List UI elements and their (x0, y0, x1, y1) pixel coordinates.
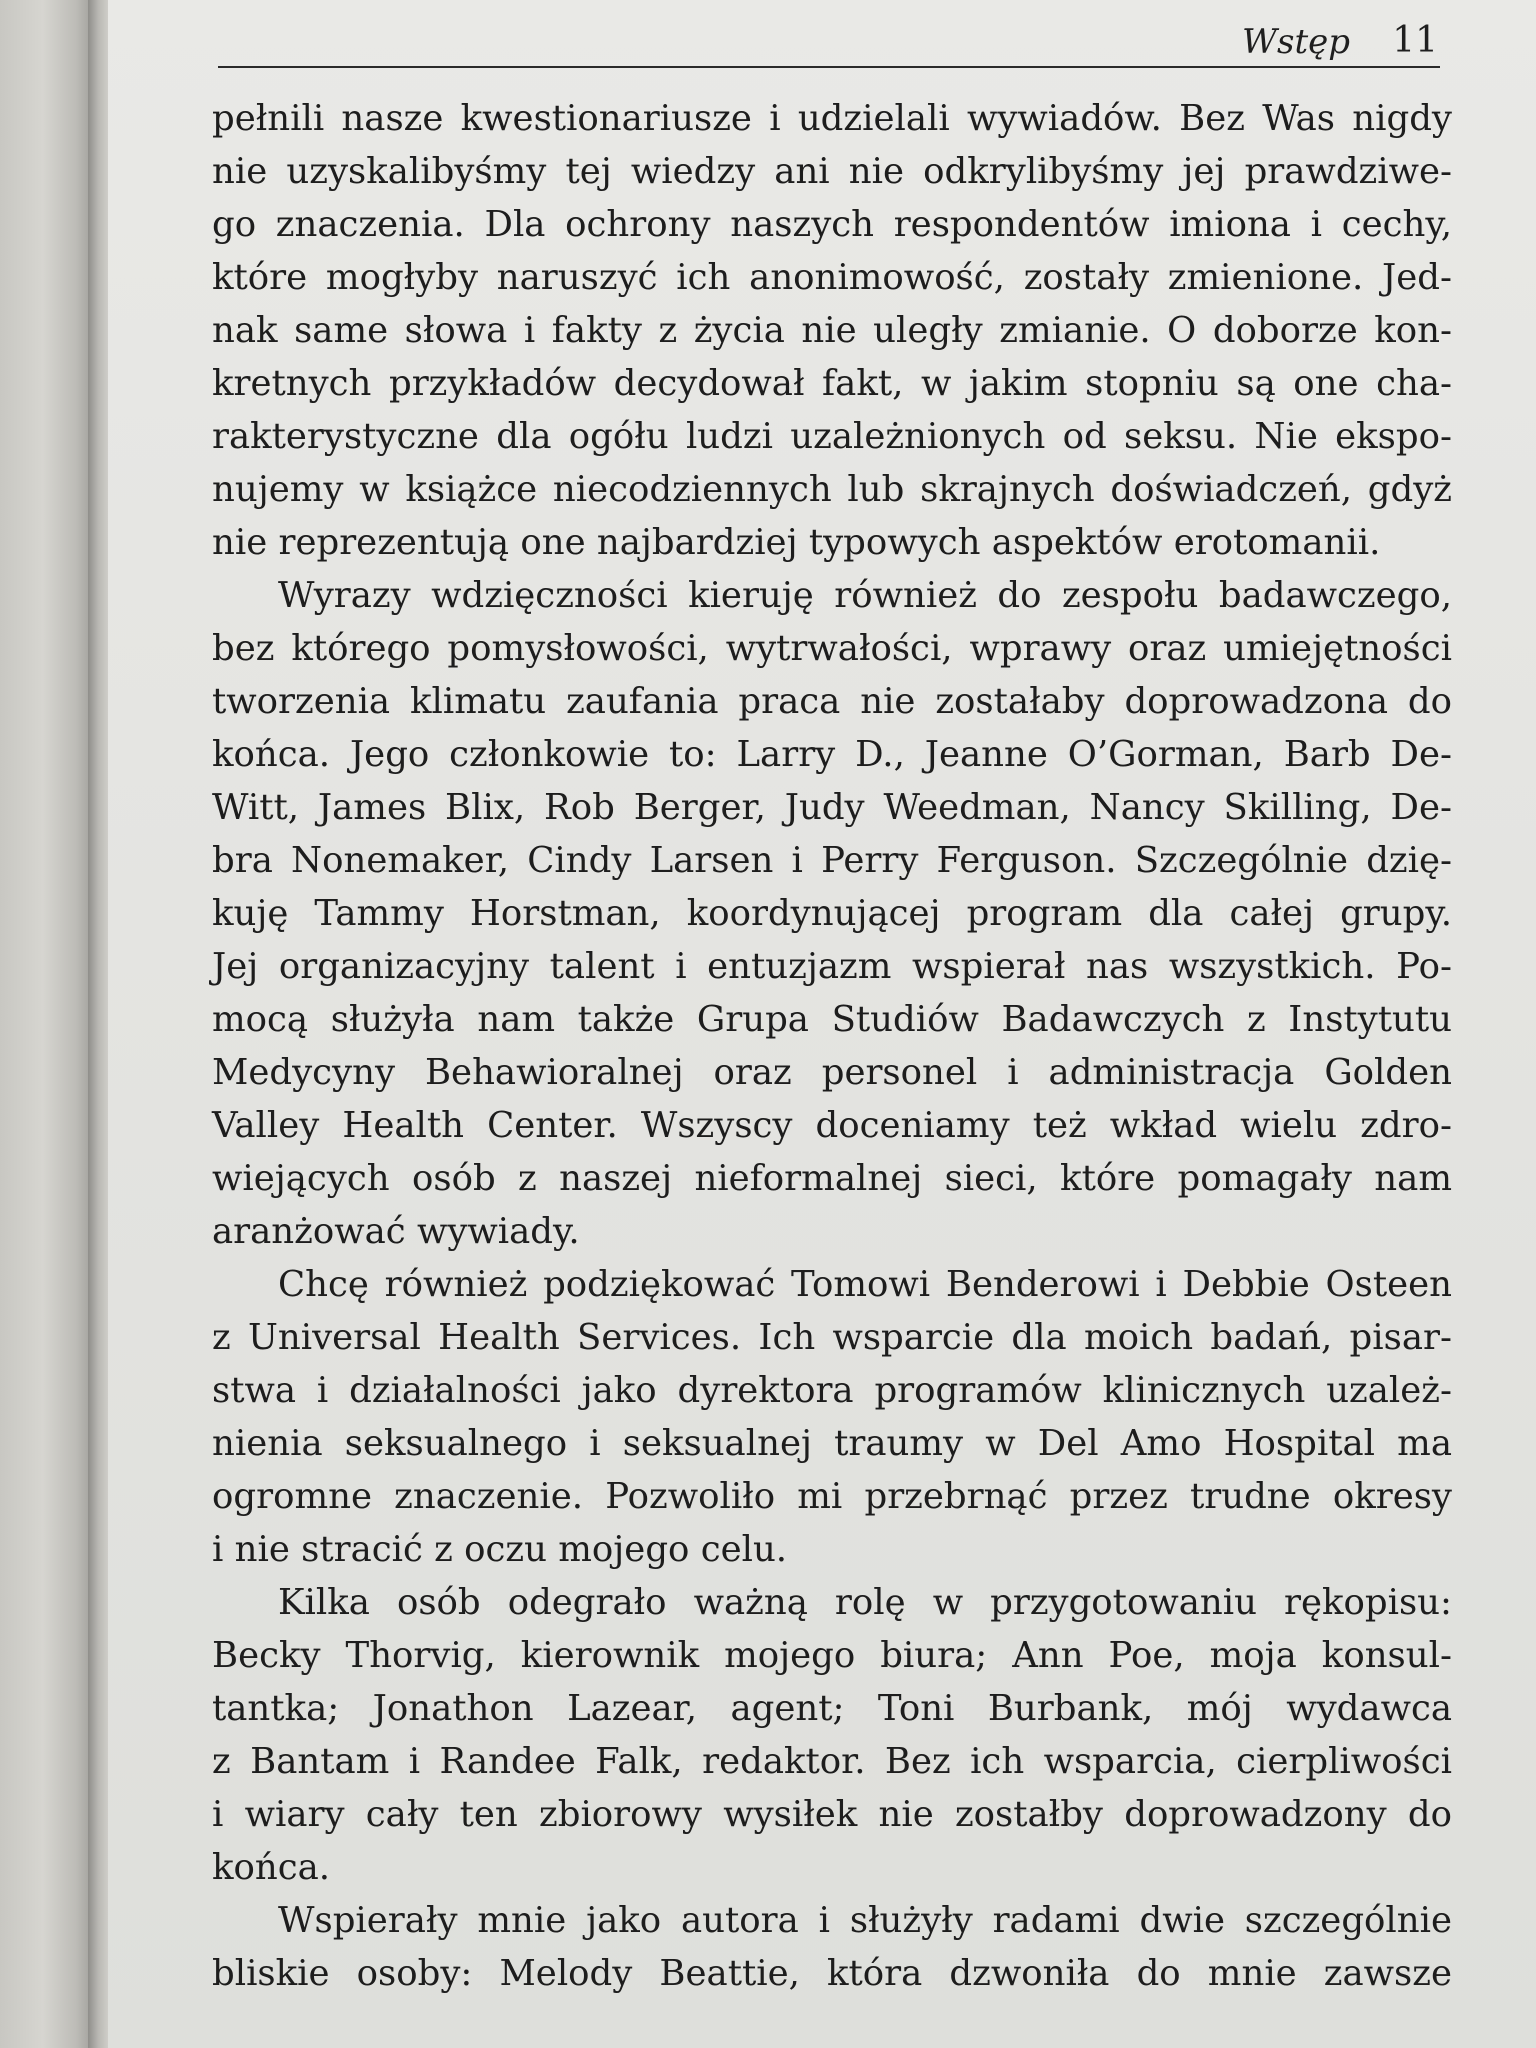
running-head (218, 16, 1440, 66)
text-line: wiejących osób z naszej nieformalnej sieci, które pomagały nam (212, 1158, 1452, 1199)
paragraph-first-line: Wspierały mnie jako autora i służyły radami dwie szczególnie (278, 1900, 1452, 1941)
text-line: tantka; Jonathon Lazear, agent; Toni Burbank, mój wydawca (212, 1688, 1452, 1729)
text-line: które mogłyby naruszyć ich anonimowość, zostały zmienione. Jed- (212, 257, 1452, 298)
text-line: Valley Health Center. Wszyscy doceniamy też wkład wielu zdro- (212, 1105, 1452, 1146)
text-line: go znaczenia. Dla ochrony naszych respondentów imiona i cechy, (212, 204, 1452, 245)
text-line: nie reprezentują one najbardziej typowych aspektów erotomanii. (212, 522, 1381, 563)
facing-page-edge (0, 0, 95, 2048)
text-line: stwa i działalności jako dyrektora programów klinicznych uzależ- (212, 1370, 1452, 1411)
text-line: rakterystyczne dla ogółu ludzi uzależnionych od seksu. Nie ekspo- (212, 416, 1452, 457)
text-line: nujemy w książce niecodziennych lub skrajnych doświadczeń, gdyż (212, 469, 1452, 510)
text-line: końca. Jego członkowie to: Larry D., Jeanne O’Gorman, Barb De- (212, 734, 1452, 775)
text-line: Becky Thorvig, kierownik mojego biura; Ann Poe, moja konsul- (212, 1635, 1452, 1676)
text-line: bez którego pomysłowości, wytrwałości, wprawy oraz umiejętności (212, 628, 1452, 669)
text-line: kuję Tammy Horstman, koordynującej program dla całej grupy. (212, 893, 1452, 934)
body-text (212, 92, 1452, 2000)
text-line: Medycyny Behawioralnej oraz personel i administracja Golden (212, 1052, 1452, 1093)
text-line: pełnili nasze kwestionariusze i udzielali wywiadów. Bez Was nigdy (212, 98, 1452, 139)
text-line: tworzenia klimatu zaufania praca nie zostałaby doprowadzona do (212, 681, 1452, 722)
text-line: aranżować wywiady. (212, 1211, 580, 1252)
text-line: i wiary cały ten zbiorowy wysiłek nie zostałby doprowadzony do (212, 1794, 1452, 1835)
text-line: Jej organizacyjny talent i entuzjazm wspierał nas wszystkich. Po- (212, 946, 1452, 987)
text-line: nienia seksualnego i seksualnej traumy w Del Amo Hospital ma (212, 1423, 1452, 1464)
text-line: nie uzyskalibyśmy tej wiedzy ani nie odkrylibyśmy jej prawdziwe- (212, 151, 1452, 192)
text-line: kretnych przykładów decydował fakt, w jakim stopniu są one cha- (212, 363, 1452, 404)
page-number: 11 (1392, 20, 1438, 61)
text-line: Witt, James Blix, Rob Berger, Judy Weedman, Nancy Skilling, De- (212, 787, 1452, 828)
text-line: ogromne znaczenie. Pozwoliło mi przebrnąć przez trudne okresy (212, 1476, 1452, 1517)
chapter-title: Wstęp (1242, 22, 1350, 62)
text-line: z Bantam i Randee Falk, redaktor. Bez ich wsparcia, cierpliwości (212, 1741, 1452, 1782)
paragraph-first-line: Kilka osób odegrało ważną rolę w przygotowaniu rękopisu: (278, 1582, 1452, 1623)
text-line: bra Nonemaker, Cindy Larsen i Perry Ferguson. Szczególnie dzię- (212, 840, 1452, 881)
text-line: mocą służyła nam także Grupa Studiów Badawczych z Instytutu (212, 999, 1452, 1040)
paragraph-first-line: Chcę również podziękować Tomowi Benderowi i Debbie Osteen (278, 1264, 1452, 1305)
text-line: bliskie osoby: Melody Beattie, która dzwoniła do mnie zawsze (212, 1953, 1452, 1994)
text-line: z Universal Health Services. Ich wsparcie dla moich badań, pisar- (212, 1317, 1452, 1358)
text-line: i nie stracić z oczu mojego celu. (212, 1529, 788, 1570)
text-line: końca. (212, 1847, 331, 1888)
header-rule (218, 66, 1440, 68)
paragraph-first-line: Wyrazy wdzięczności kieruję również do zespołu badawczego, (278, 575, 1452, 616)
text-line: nak same słowa i fakty z życia nie uległy zmianie. O doborze kon- (212, 310, 1452, 351)
